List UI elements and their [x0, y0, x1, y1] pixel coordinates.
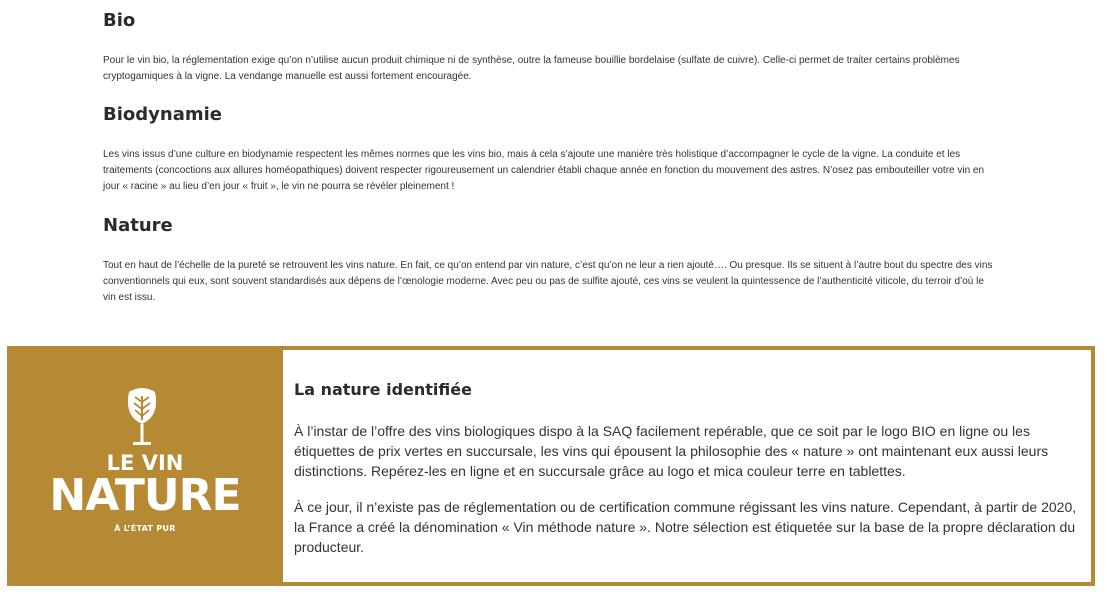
section-body-nature: Tout en haut de l’échelle de la pureté se retrouvent les vins nature. En fait, ce qu’on entend par vin nature, c’est qu’on ne leur a rien ajouté…. Ou presque. Ils se situent à l’autre bout du spectre des vins conventionnels qui eux, sont souvent standardisés aux dépens de l’œnologie moderne. Avec peu ou pas de sulfite ajouté, ces vins se veulent la quintessence de l’authenticité viticole, du terroir d’où le vin est issu. — [103, 260, 993, 303]
section-body-bio: Pour le vin bio, la réglementation exige qu’on n’utilise aucun produit chimique ni de synthèse, outre la fameuse bouillie bordelaise (sulfate de cuivre). Celle-ci permet de traiter certains problèmes cryptogamiques à la vigne. La vendange manuelle est aussi fortement encouragée. — [103, 55, 960, 82]
feature-paragraph: À l’instar de l’offre des vins biologiques dispo à la SAQ facilement repérable, que ce soit par le logo BIO en ligne ou les étiquettes de prix vertes en succursale, les vins qui épousent la philosophie des « nature » ont maintenant eux aussi leurs distinctions. Repérez-les en ligne et en succursale grâce au logo et mica couleur terre en tablettes. — [294, 423, 1049, 479]
section-title-biodynamie: Biodynamie — [103, 104, 222, 125]
section-title-bio: Bio — [103, 10, 136, 31]
feature-paragraph: À ce jour, il n’existe pas de réglementation ou de certification commune régissant les vins nature. Cependant, à partir de 2020, la France a créé la dénomination « Vin méthode nature ». Notre sélection est étiquetée sur la base de la propre déclaration du producteur. — [294, 499, 1077, 555]
vin-nature-logo — [7, 346, 283, 586]
nature-feature-banner — [7, 346, 1095, 586]
logo-text-le-vin: LE VIN — [106, 451, 184, 475]
logo-text-etat-pur: À L’ÉTAT PUR — [114, 524, 176, 533]
feature-text-panel — [283, 350, 1091, 582]
section-title-nature: Nature — [103, 215, 173, 236]
section-body-biodynamie: Les vins issus d’une culture en biodynamie respectent les mêmes normes que les vins bio, mais à cela s’ajoute une manière très holistique d’accompagner le cycle de la vigne. La conduite et les traitements (concoctions aux allures homéopathiques) doivent respecter rigoureusement un calendrier établi chaque année en fonction du mouvement des astres. N’osez pas embouteiller votre vin en jour « racine » au lieu d’en jour « fruit », le vin ne pourra se révéler pleinement ! — [103, 149, 985, 192]
wine-glass-leaf-icon — [124, 386, 160, 448]
logo-text-nature: NATURE — [49, 470, 241, 521]
feature-title: La nature identifiée — [294, 380, 472, 399]
